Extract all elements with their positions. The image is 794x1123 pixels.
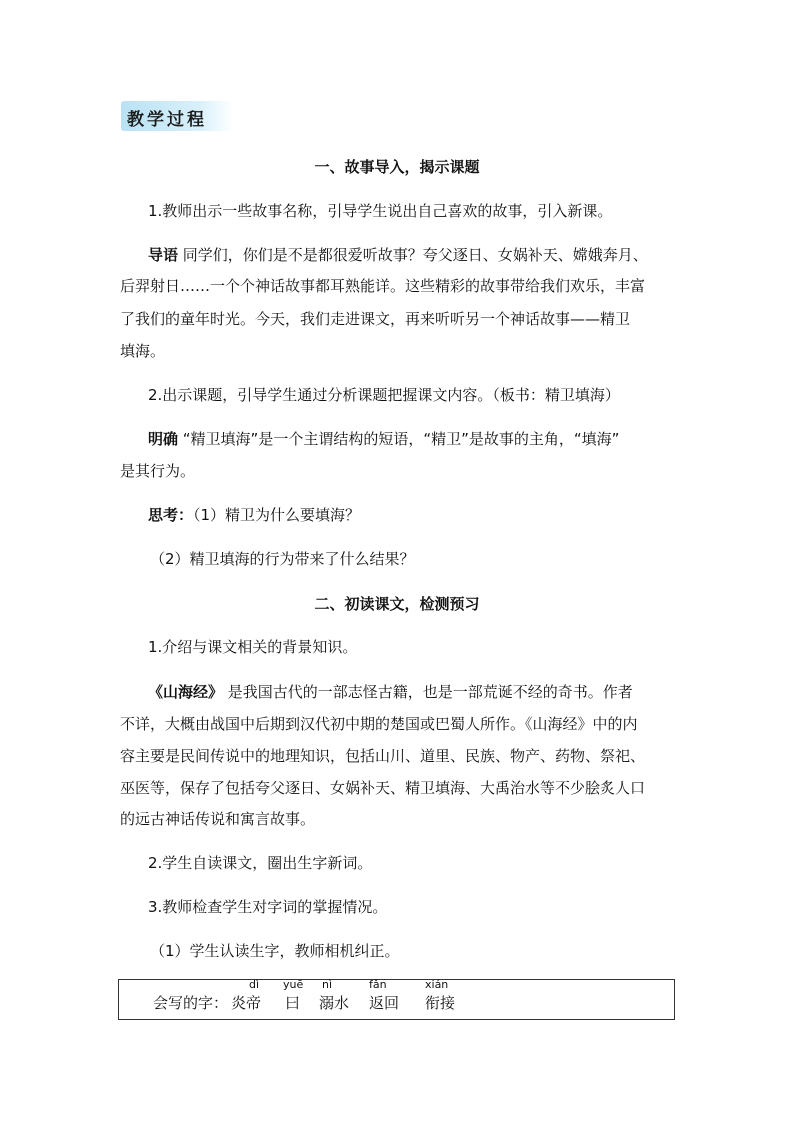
write-characters-label: 会写的字： (153, 994, 229, 1012)
shanhai-text-1: 是我国古代的一部志怪古籍，也是一部荒诞不经的奇书。作者 (223, 683, 633, 701)
paragraph-3: 1.介绍与课文相关的背景知识。 (148, 638, 358, 656)
sikao-line (148, 505, 680, 525)
char-yandi: 炎帝 (231, 994, 262, 1012)
char-xianjie: 衔接 (425, 994, 456, 1012)
section-badge (121, 101, 233, 131)
daoyu-label: 导语 (148, 246, 179, 264)
pinyin-di: dì (249, 978, 260, 991)
sikao-label: 思考： (148, 506, 194, 524)
write-characters-box (118, 979, 675, 1020)
shanhai-line-3: 容主要是民间传说中的地理知识，包括山川、道里、民族、物产、药物、祭祀、 (120, 747, 646, 765)
shanhai-line-4: 巫医等，保存了包括夸父逐日、女娲补天、精卫填海、大禹治水等不少脍炙人口 (120, 779, 646, 797)
sikao-q1: （1）精卫为什么要填海？ (193, 506, 361, 524)
pinyin-xian: xián (425, 978, 449, 991)
mingque-line-1 (148, 429, 680, 449)
paragraph-6: （1）学生认读生字，教师相机纠正。 (150, 942, 400, 960)
badge-label: 教学过程 (127, 110, 207, 130)
shanhai-line-1 (148, 682, 680, 702)
mingque-text-1: “精卫填海”是一个主谓结构的短语，“精卫”是故事的主角，“填海” (178, 430, 620, 448)
section-title-2: 二、初读课文，检测预习 (314, 595, 480, 613)
paragraph-2: 2.出示课题，引导学生通过分析课题把握课文内容。（板书：精卫填海） (148, 386, 620, 404)
daoyu-line-2: 后羿射日……一个个神话故事都耳熟能详。这些精彩的故事带给我们欢乐，丰富 (120, 277, 646, 295)
mingque-label: 明确 (148, 430, 179, 448)
daoyu-text-1: 同学们，你们是不是都很爱听故事？夸父逐日、女娲补天、嫦娥奔月、 (178, 246, 648, 264)
sikao-q2: （2）精卫填海的行为带来了什么结果？ (150, 550, 415, 568)
paragraph-1: 1.教师出示一些故事名称，引导学生说出自己喜欢的故事，引入新课。 (148, 202, 613, 220)
paragraph-4: 2.学生自读课文，圈出生字新词。 (148, 854, 373, 872)
daoyu-line-1 (148, 245, 680, 265)
char-nishui: 溺水 (319, 994, 350, 1012)
pinyin-ni: nì (322, 978, 333, 991)
shanhai-label: 《山海经》 (148, 683, 224, 701)
mingque-line-2: 是其行为。 (120, 462, 196, 480)
daoyu-line-3: 了我们的童年时光。今天，我们走进课文，再来听听另一个神话故事——精卫 (120, 310, 631, 328)
shanhai-line-5: 的远古神话传说和寓言故事。 (120, 810, 316, 828)
daoyu-line-4: 填海。 (120, 342, 166, 360)
char-fanhui: 返回 (369, 994, 400, 1012)
char-yue: 曰 (285, 994, 301, 1012)
shanhai-line-2: 不详，大概由战国中后期到汉代初中期的楚国或巴蜀人所作。《山海经》中的内 (120, 715, 638, 733)
pinyin-yue: yuē (283, 978, 304, 991)
paragraph-5: 3.教师检查学生对字词的掌握情况。 (148, 898, 388, 916)
section-title-1: 一、故事导入，揭示课题 (314, 158, 480, 176)
pinyin-fan: fǎn (369, 978, 387, 991)
